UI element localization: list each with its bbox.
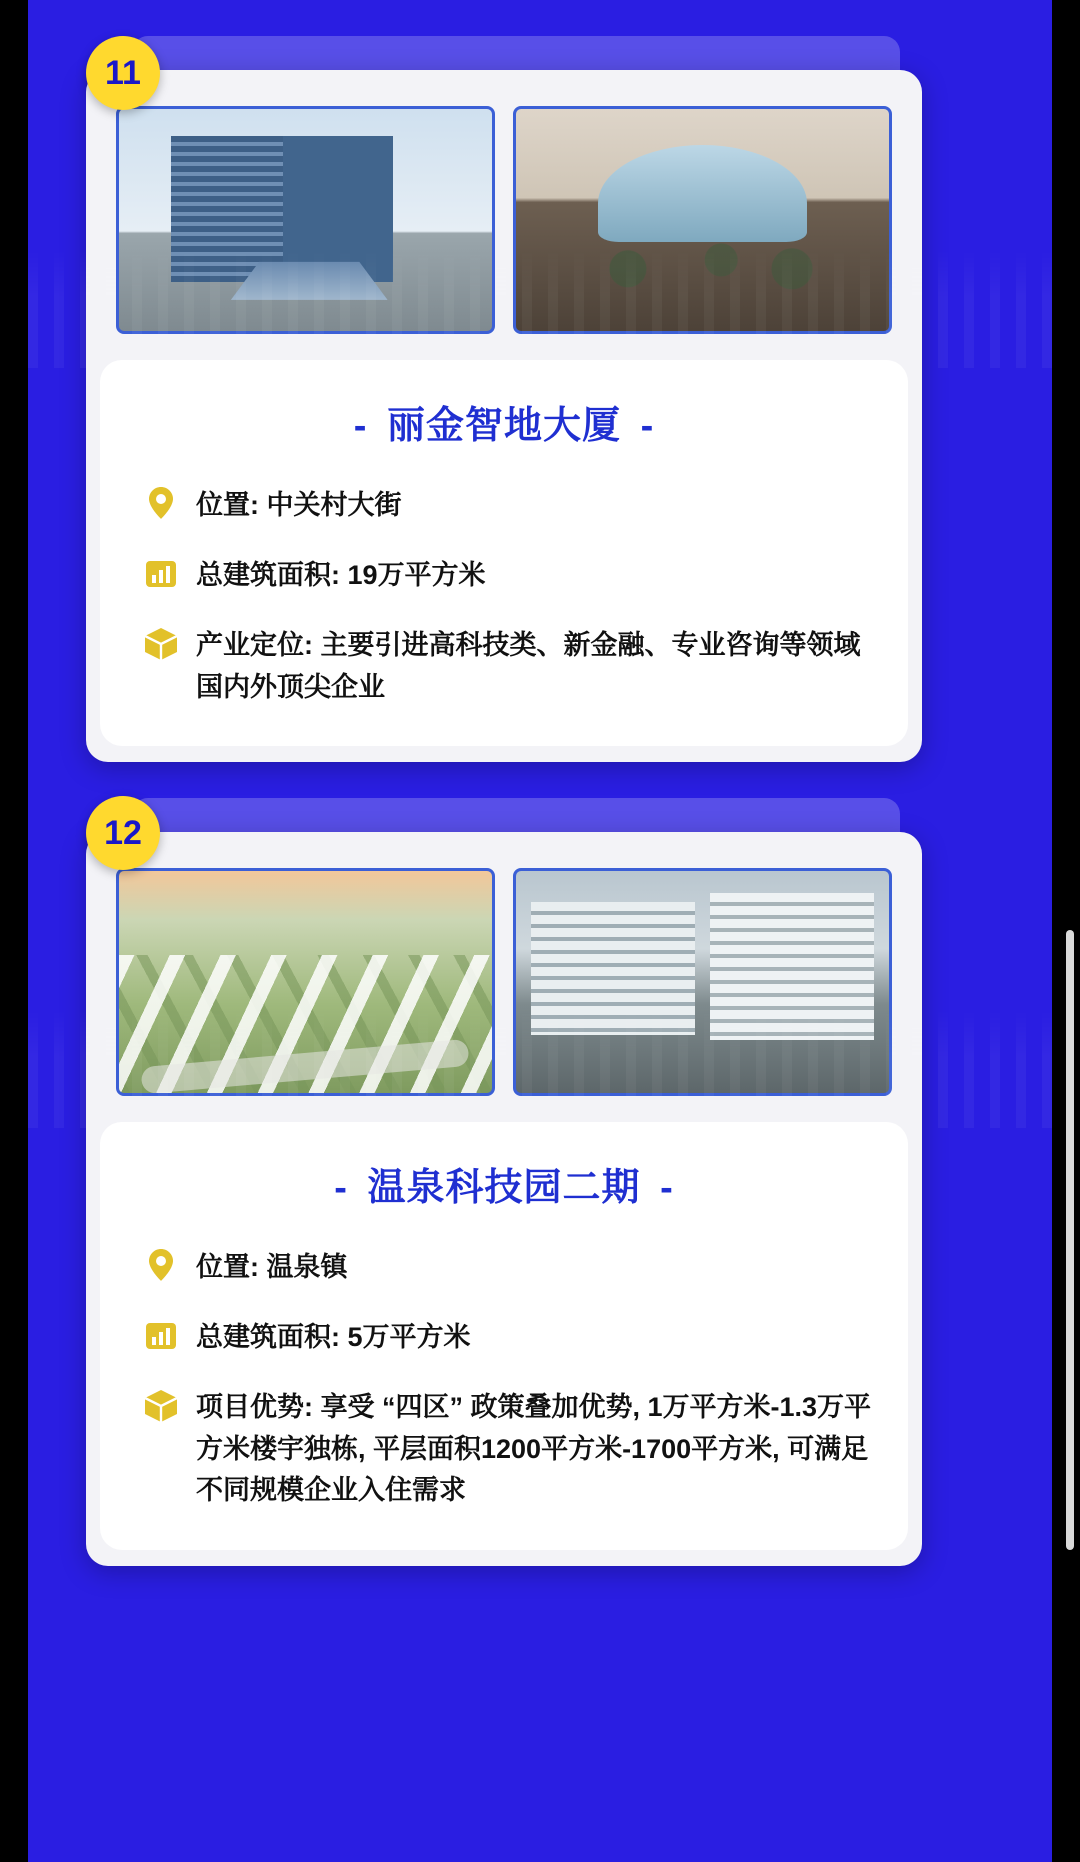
info-row-area-2 [134,1315,874,1359]
info-row-text-location-2: 位置: 温泉镇 [196,1252,348,1282]
project-card-1[interactable] [86,70,922,762]
box-icon [134,1385,188,1427]
project-title-text-2: 温泉科技园二期 [367,1167,641,1209]
box-icon [134,623,188,665]
title-dash-right-2: - [660,1167,674,1209]
info-row-text-industry-1: 产业定位: 主要引进高科技类、新金融、专业咨询等领域国内外顶尖企业 [196,629,861,702]
bar-chart-icon [134,1315,188,1357]
interior-lobby-photo[interactable] [513,106,892,334]
project-title-text-1: 丽金智地大厦 [386,405,621,447]
card-content-2 [100,1122,908,1550]
title-dash-right-1: - [640,405,655,447]
info-row-text-advantage-2: 项目优势: 享受 “四区” 政策叠加优势, 1万平方米-1.3万平方米楼宇独栋, 平层面积1200平方米-1700平方米, 可满足不同规模企业入住需求 [196,1391,872,1506]
title-dash-left-2: - [334,1167,348,1209]
bar-chart-icon [134,553,188,595]
card-number-badge-1: 11 [86,36,160,110]
project-card-2[interactable] [86,832,922,1566]
card-number-badge-2: 12 [86,796,160,870]
title-dash-left-1: - [353,405,368,447]
page-body [28,0,1052,1862]
info-row-text-area-1: 总建筑面积: 19万平方米 [196,559,486,590]
card-content-1 [100,360,908,746]
info-row-advantage-2 [134,1385,874,1513]
info-row-text-area-2: 总建筑面积: 5万平方米 [196,1321,471,1352]
info-row-industry-1 [134,623,874,709]
project-title-2 [134,1156,874,1211]
photo-strip-2 [86,832,922,1122]
location-pin-icon [134,483,188,525]
project-title-1 [134,394,874,449]
photo-strip-1 [86,70,922,360]
location-pin-icon [134,1245,188,1287]
info-row-text-location-1: 位置: 中关村大街 [196,490,402,520]
info-row-location-1 [134,483,874,527]
info-row-area-1 [134,553,874,597]
modern-buildings-photo[interactable] [513,868,892,1096]
page-scrollbar[interactable] [1066,930,1074,1550]
info-row-location-2 [134,1245,874,1289]
aerial-park-photo[interactable] [116,868,495,1096]
exterior-towers-photo[interactable] [116,106,495,334]
